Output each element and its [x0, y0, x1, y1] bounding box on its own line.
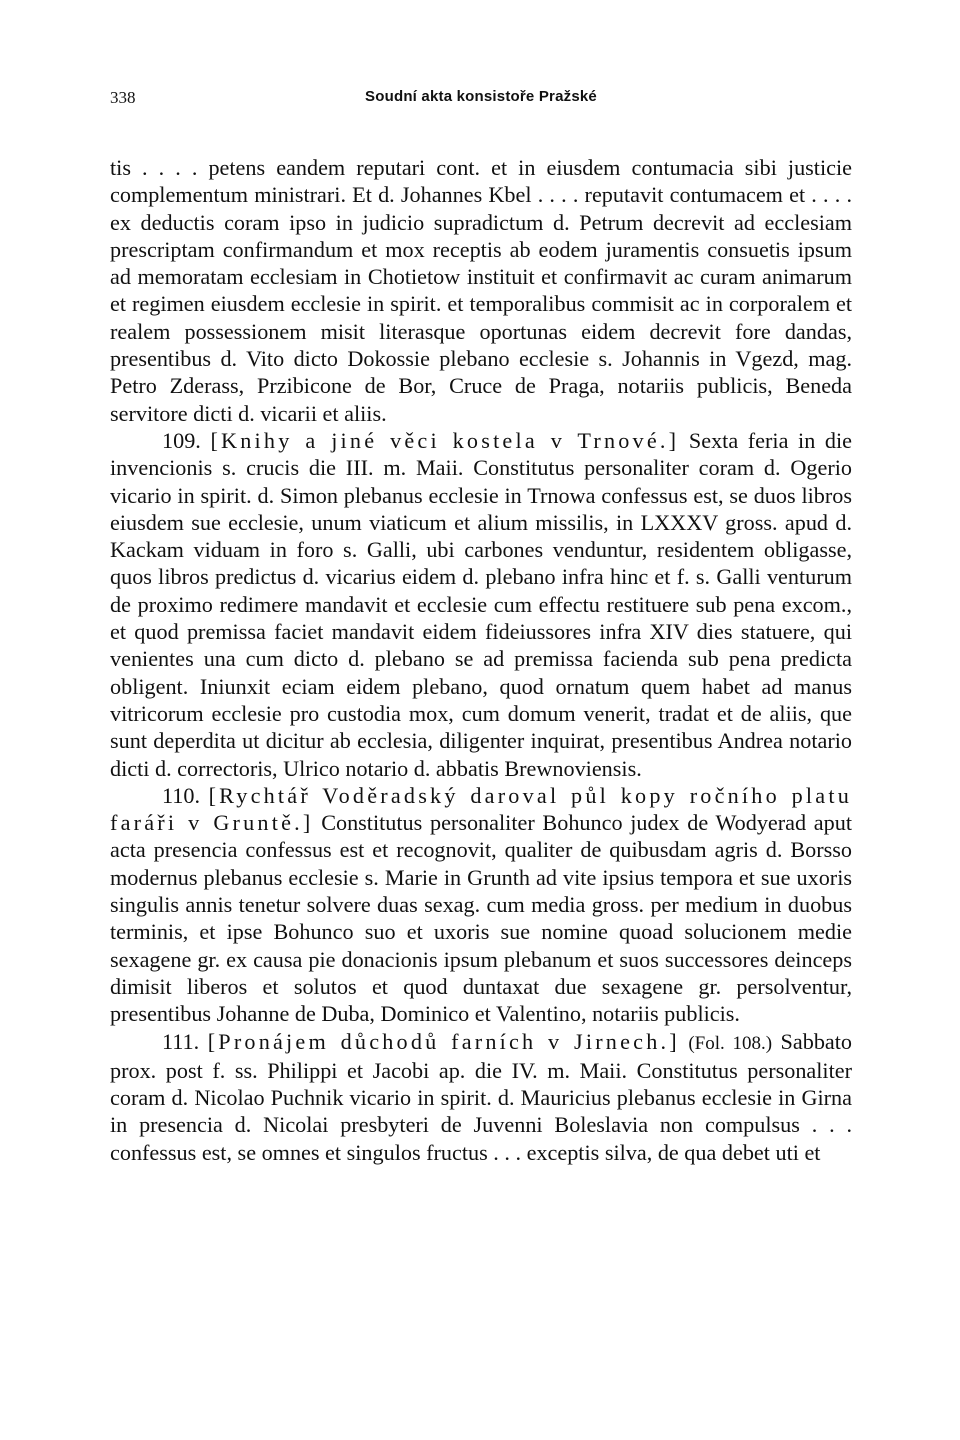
entry-heading: [Knihy a jiné věci kostela v Trnové.]	[210, 427, 680, 453]
entry-heading: [Pronájem důchodů farních v Jirnech.]	[207, 1028, 680, 1054]
folio-reference: (Fol. 108.)	[688, 1032, 773, 1054]
entry-109	[110, 427, 852, 782]
page-number: 338	[110, 88, 136, 107]
entry-number: 109.	[162, 427, 201, 453]
book-page	[110, 88, 852, 1166]
body-text	[110, 154, 852, 1166]
entry-number: 110.	[162, 782, 201, 808]
continuation-paragraph	[110, 154, 852, 427]
entry-number: 111.	[162, 1028, 200, 1054]
paragraph-text: tis . . . . petens eandem reputari cont. et in eiusdem contumacia sibi justicie complementum ministrari. Et d. Johannes Kbel . . . . reputavit contumacem et . . . . ex deductis coram ipso in judicio supradictum d. Petrum decrevit ad ecclesiam prescriptam confirmandum et mox receptis ab eodem juramentis consuetis ipsum ad memoratam ecclesiam in Chotietow instituit et confirmavit ac curam animarum et regimen eiusdem ecclesie in spirit. et temporalibus commisit ac in corporalem et realem possessionem misit literasque oportunas eidem decrevit fore dandas, presentibus d. Vito dicto Dokossie plebano ecclesie s. Johannis in Vgezd, mag. Petro Zderass, Przibicone de Bor, Cruce de Praga, notariis publicis, Beneda servitore dicti d. vicarii et aliis.	[110, 155, 852, 426]
entry-text: Sexta feria in die invencionis s. crucis die III. m. Maii. Constitutus personaliter coram d. Ogerio vicario in spirit. d. Simon plebanus ecclesie in Trnowa confessus est, se duos libros eiusdem sue ecclesie, unum viaticum et alium missilis, in LXXXV gross. apud d. Kackam viduam in foro s. Galli, ubi carbones venduntur, residentem obligasse, quos libros predictus d. vicarius eidem d. plebano infra hinc et f. s. Galli venturum de proximo redimere mandavit et ecclesie cum effectu restituere sub pena excom., et quod premissa faciet mandavit eidem fideiussores infra XIV dies statuere, qui venientes una cum dicto d. plebano se ad premissa facienda sub pena predicta obligent. Iniunxit eciam eidem plebano, quod ornatum quem habet ad manus vitricorum ecclesie pro custodia mox, cum domum venerit, tradat et de aliis, que sunt deperdita ut dicitur ab ecclesia, diligenter inquirat, presentibus Andrea notario dicti d. correctoris, Ulrico notario d. abbatis Brewnoviensis.	[110, 427, 853, 781]
entry-text: Sabbato prox. post f. ss. Philippi et Jacobi ap. die IV. m. Maii. Constitutus personaliter coram d. Nicolao Puchnik vicario in spirit. d. Mauricius plebanus ecclesie in Girna in presencia d. Nicolai presbyteri de Juvenni Boleslavia non compulsus . . . confessus est, se omnes et singulos fructus . . . exceptis silva, de qua debet uti et	[110, 1028, 853, 1165]
running-header	[110, 88, 852, 118]
entry-111	[110, 1028, 852, 1166]
entry-text: Constitutus personaliter Bohunco judex de Wodyerad aput acta presencia confessus est et recognovit, qualiter de quibusdam agris d. Borsso modernus plebanus ecclesie s. Marie in Grunth ad vite ipsius tempora et sue uxoris singulis annis tenetur solvere duas sexag. cum media gross. per medium in duobus terminis, et ipse Bohunco suo et uxoris sue nomine quoad solucionem medie sexagene gr. ex causa pie donacionis ipsum plebanum et suos successores deinceps dimisit liberos et solutos et quod duntaxat due sexagene gr. persolventur, presentibus Johanne de Duba, Dominico et Valentino, notariis publicis.	[110, 810, 852, 1027]
running-title: Soudní akta konsistoře Pražské	[365, 88, 597, 105]
entry-heading: [Rychtář Voděradský daroval půl kopy ročního platu faráři v Gruntě.]	[110, 782, 852, 836]
entry-110	[110, 782, 852, 1028]
